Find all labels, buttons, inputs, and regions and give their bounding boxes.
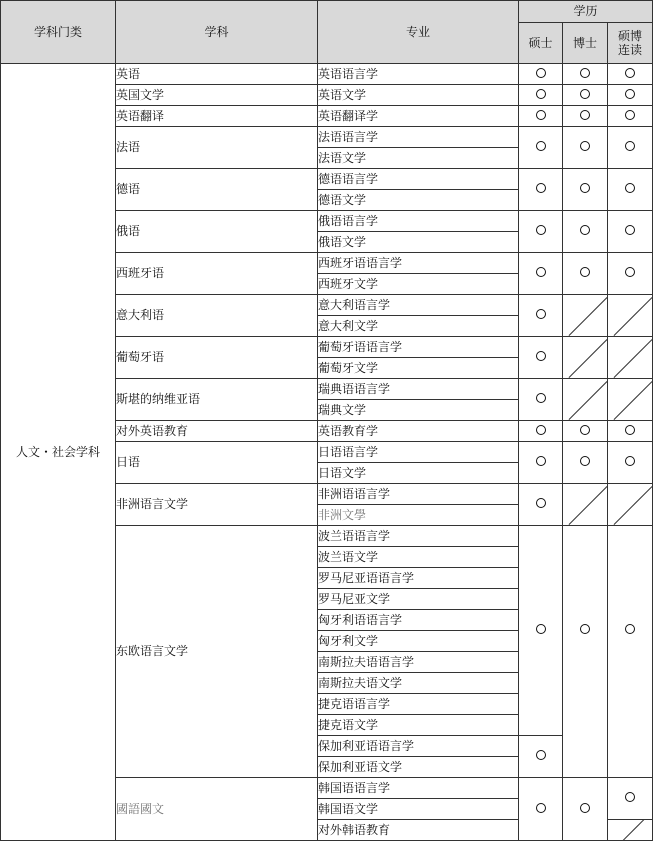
- major-cell: 葡萄牙语语言学: [318, 337, 519, 358]
- circle-icon: [580, 624, 590, 634]
- doctor-mark: [563, 211, 608, 253]
- doctor-mark: [563, 778, 608, 841]
- major-cell: 罗马尼亚语语言学: [318, 568, 519, 589]
- circle-icon: [536, 624, 546, 634]
- circle-icon: [580, 267, 590, 277]
- master-mark: [519, 64, 563, 85]
- master-mark: [519, 169, 563, 211]
- circle-icon: [536, 183, 546, 193]
- circle-icon: [625, 425, 635, 435]
- circle-icon: [625, 183, 635, 193]
- subject-cell: 斯堪的纳维亚语: [116, 379, 318, 421]
- major-cell: 瑞典文学: [318, 400, 519, 421]
- circle-icon: [536, 351, 546, 361]
- major-cell: 匈牙利语语言学: [318, 610, 519, 631]
- major-cell: 南斯拉夫语文学: [318, 673, 519, 694]
- major-cell: 对外韩语教育: [318, 820, 519, 841]
- subject-cell: 葡萄牙语: [116, 337, 318, 379]
- master-mark: [519, 421, 563, 442]
- major-cell: 德语文学: [318, 190, 519, 211]
- major-cell: 西班牙文学: [318, 274, 519, 295]
- major-cell: 保加利亚语文学: [318, 757, 519, 778]
- major-cell: 南斯拉夫语语言学: [318, 652, 519, 673]
- circle-icon: [580, 803, 590, 813]
- doctor-mark: [563, 85, 608, 106]
- subject-cell: 俄语: [116, 211, 318, 253]
- combined-unavailable-slash: [608, 820, 653, 841]
- subject-cell: 东欧语言文学: [116, 526, 318, 778]
- major-cell: 德语语言学: [318, 169, 519, 190]
- major-cell: 葡萄牙文学: [318, 358, 519, 379]
- circle-icon: [625, 89, 635, 99]
- master-mark: [519, 295, 563, 337]
- department-cell: 人文・社会学科: [1, 64, 116, 841]
- circle-icon: [625, 225, 635, 235]
- doctor-mark: [563, 421, 608, 442]
- master-mark: [519, 736, 563, 778]
- major-cell: 匈牙利文学: [318, 631, 519, 652]
- circle-icon: [536, 309, 546, 319]
- circle-icon: [580, 89, 590, 99]
- circle-icon: [580, 68, 590, 78]
- major-cell: 日语语言学: [318, 442, 519, 463]
- circle-icon: [625, 110, 635, 120]
- master-mark: [519, 484, 563, 526]
- subject-cell: 英语翻译: [116, 106, 318, 127]
- subject-cell: 意大利语: [116, 295, 318, 337]
- master-mark: [519, 127, 563, 169]
- major-cell: 法语语言学: [318, 127, 519, 148]
- circle-icon: [580, 141, 590, 151]
- subject-cell: 國語國文: [116, 778, 318, 841]
- subject-cell: 德语: [116, 169, 318, 211]
- doctor-mark: [563, 442, 608, 484]
- major-cell: 非洲文學: [318, 505, 519, 526]
- master-mark: [519, 106, 563, 127]
- combined-unavailable-slash: [608, 295, 653, 337]
- header-major: 专业: [318, 1, 519, 64]
- doctor-mark: [563, 169, 608, 211]
- major-cell: 捷克语文学: [318, 715, 519, 736]
- circle-icon: [536, 803, 546, 813]
- subject-cell: 非洲语言文学: [116, 484, 318, 526]
- circle-icon: [536, 225, 546, 235]
- doctor-unavailable-slash: [563, 337, 608, 379]
- combined-unavailable-slash: [608, 379, 653, 421]
- circle-icon: [580, 183, 590, 193]
- major-cell: 俄语语言学: [318, 211, 519, 232]
- circle-icon: [580, 225, 590, 235]
- circle-icon: [536, 110, 546, 120]
- major-cell: 保加利亚语语言学: [318, 736, 519, 757]
- combined-mark: [608, 106, 653, 127]
- circle-icon: [536, 141, 546, 151]
- major-cell: 非洲语语言学: [318, 484, 519, 505]
- major-cell: 意大利文学: [318, 316, 519, 337]
- subject-cell: 西班牙语: [116, 253, 318, 295]
- circle-icon: [536, 267, 546, 277]
- combined-unavailable-slash: [608, 337, 653, 379]
- circle-icon: [536, 68, 546, 78]
- major-cell: 意大利语言学: [318, 295, 519, 316]
- master-mark: [519, 379, 563, 421]
- major-cell: 日语文学: [318, 463, 519, 484]
- circle-icon: [625, 267, 635, 277]
- doctor-mark: [563, 127, 608, 169]
- subject-cell: 英语: [116, 64, 318, 85]
- combined-mark: [608, 85, 653, 106]
- subject-cell: 英国文学: [116, 85, 318, 106]
- combined-mark: [608, 253, 653, 295]
- circle-icon: [536, 456, 546, 466]
- major-cell: 波兰语文学: [318, 547, 519, 568]
- circle-icon: [580, 456, 590, 466]
- circle-icon: [625, 792, 635, 802]
- major-cell: 英语文学: [318, 85, 519, 106]
- doctor-unavailable-slash: [563, 295, 608, 337]
- major-cell: 法语文学: [318, 148, 519, 169]
- major-cell: 瑞典语语言学: [318, 379, 519, 400]
- combined-mark: [608, 421, 653, 442]
- circle-icon: [536, 750, 546, 760]
- circle-icon: [625, 141, 635, 151]
- combined-mark: [608, 64, 653, 85]
- master-mark: [519, 526, 563, 736]
- circle-icon: [625, 68, 635, 78]
- master-mark: [519, 442, 563, 484]
- major-cell: 西班牙语语言学: [318, 253, 519, 274]
- doctor-mark: [563, 106, 608, 127]
- doctor-unavailable-slash: [563, 484, 608, 526]
- major-cell: 韩国语语言学: [318, 778, 519, 799]
- circle-icon: [536, 393, 546, 403]
- circle-icon: [580, 425, 590, 435]
- header-master: 硕士: [519, 23, 563, 64]
- circle-icon: [536, 425, 546, 435]
- circle-icon: [536, 89, 546, 99]
- major-cell: 英语翻译学: [318, 106, 519, 127]
- combined-mark: [608, 211, 653, 253]
- doctor-unavailable-slash: [563, 379, 608, 421]
- combined-mark: [608, 127, 653, 169]
- subject-cell: 法语: [116, 127, 318, 169]
- circle-icon: [625, 456, 635, 466]
- combined-unavailable-slash: [608, 484, 653, 526]
- combined-mark: [608, 526, 653, 778]
- major-cell: 韩国语文学: [318, 799, 519, 820]
- major-cell: 捷克语语言学: [318, 694, 519, 715]
- combined-mark: [608, 442, 653, 484]
- header-subject: 学科: [116, 1, 318, 64]
- major-cell: 俄语文学: [318, 232, 519, 253]
- master-mark: [519, 253, 563, 295]
- combined-mark: [608, 778, 653, 820]
- subject-cell: 对外英语教育: [116, 421, 318, 442]
- circle-icon: [580, 110, 590, 120]
- master-mark: [519, 337, 563, 379]
- subject-cell: 日语: [116, 442, 318, 484]
- header-dept: 学科门类: [1, 1, 116, 64]
- master-mark: [519, 778, 563, 841]
- combined-mark: [608, 169, 653, 211]
- master-mark: [519, 85, 563, 106]
- circle-icon: [536, 498, 546, 508]
- master-mark: [519, 211, 563, 253]
- header-combined: 硕博连读: [608, 23, 653, 64]
- circle-icon: [625, 624, 635, 634]
- major-cell: 英语教育学: [318, 421, 519, 442]
- major-cell: 罗马尼亚文学: [318, 589, 519, 610]
- major-cell: 波兰语语言学: [318, 526, 519, 547]
- header-doctor: 博士: [563, 23, 608, 64]
- major-cell: 英语语言学: [318, 64, 519, 85]
- doctor-mark: [563, 526, 608, 778]
- doctor-mark: [563, 64, 608, 85]
- header-degree: 学历: [519, 1, 653, 23]
- doctor-mark: [563, 253, 608, 295]
